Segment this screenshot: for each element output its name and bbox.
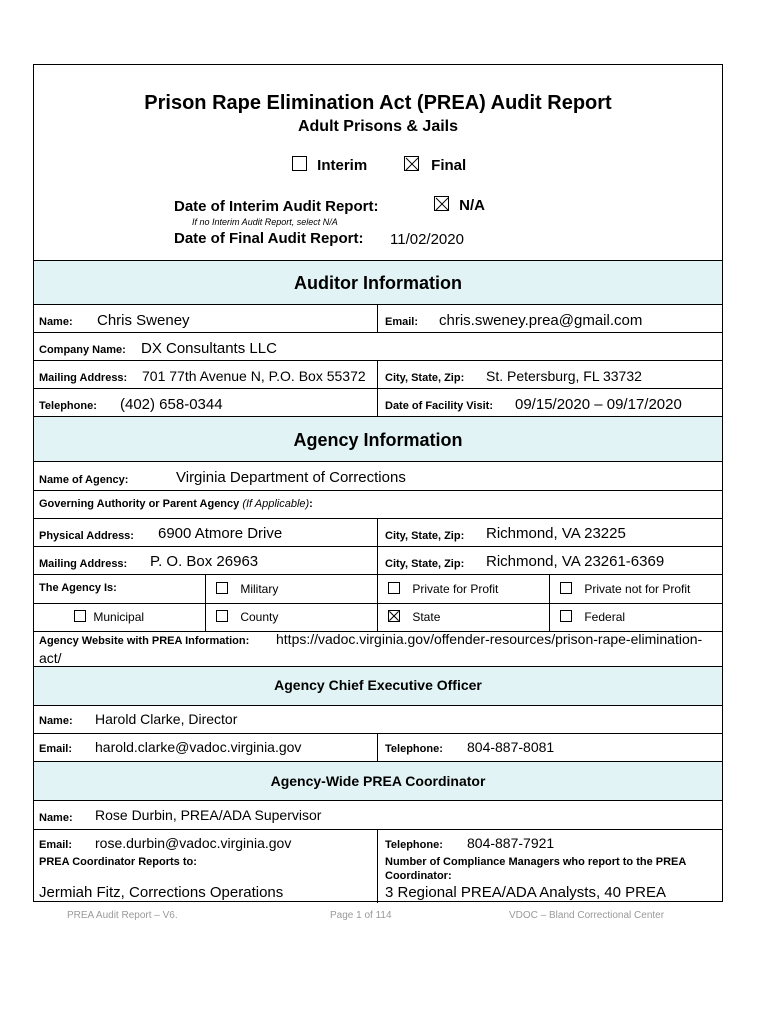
final-option[interactable] <box>404 156 466 174</box>
private-nonprofit-label: Private not for Profit <box>584 582 691 596</box>
physical-csz-label: City, State, Zip: <box>385 530 465 542</box>
ceo-phone-label: Telephone: <box>385 743 443 755</box>
private-profit-label: Private for Profit <box>412 582 499 596</box>
agency-type-federal[interactable] <box>560 610 625 624</box>
report-title: Prison Rape Elimination Act (PREA) Audit Report <box>144 92 612 114</box>
coordinator-email-label: Email: <box>39 839 73 851</box>
physical-address: 6900 Atmore Drive <box>158 525 283 542</box>
final-date-label: Date of Final Audit Report: <box>174 230 364 247</box>
agency-mailing: P. O. Box 26963 <box>150 553 259 570</box>
final-label: Final <box>431 157 467 174</box>
final-checkbox[interactable] <box>404 156 419 171</box>
coordinator-name: Rose Durbin, PREA/ADA Supervisor <box>95 807 322 823</box>
coordinator-phone: 804-887-7921 <box>467 835 555 851</box>
agency-type-military[interactable] <box>216 582 278 596</box>
compliance-managers: 3 Regional PREA/ADA Analysts, 40 PREA <box>385 884 666 901</box>
agency-name-label: Name of Agency: <box>39 474 129 486</box>
footer-report-version: PREA Audit Report – V6. <box>67 910 178 921</box>
governing-colon: : <box>309 498 313 510</box>
visit-date: 09/15/2020 – 09/17/2020 <box>515 396 682 413</box>
report-subtitle: Adult Prisons & Jails <box>297 118 459 135</box>
auditor-phone: (402) 658-0344 <box>120 396 223 413</box>
final-date-value: 11/02/2020 <box>390 231 464 248</box>
governing-label: Governing Authority or Parent Agency <box>39 498 243 510</box>
agency-type-label: The Agency Is: <box>39 582 117 594</box>
website-url-continued[interactable]: act/ <box>39 650 62 666</box>
agency-type-county[interactable] <box>216 610 278 624</box>
auditor-phone-label: Telephone: <box>39 400 97 412</box>
agency-mailing-csz-label: City, State, Zip: <box>385 558 465 570</box>
private-profit-checkbox[interactable] <box>388 582 400 594</box>
municipal-checkbox[interactable] <box>74 610 86 622</box>
ceo-email[interactable]: harold.clarke@vadoc.virginia.gov <box>95 739 302 755</box>
county-label: County <box>240 610 279 624</box>
audit-report-form <box>33 64 723 902</box>
compliance-managers-label-continued: Coordinator: <box>385 870 452 882</box>
agency-name: Virginia Department of Corrections <box>176 469 406 486</box>
interim-checkbox[interactable] <box>292 156 307 171</box>
ceo-email-label: Email: <box>39 743 73 755</box>
na-checkbox[interactable] <box>434 196 449 211</box>
interim-date-label: Date of Interim Audit Report: <box>174 198 379 215</box>
coordinator-email[interactable]: rose.durbin@vadoc.virginia.gov <box>95 835 292 851</box>
na-label: N/A <box>459 197 486 214</box>
coordinator-phone-label: Telephone: <box>385 839 443 851</box>
ceo-phone: 804-887-8081 <box>467 739 555 755</box>
interim-option[interactable] <box>292 156 367 174</box>
municipal-label: Municipal <box>93 610 145 624</box>
website-url[interactable]: https://vadoc.virginia.gov/offender-resources/prison-rape-elimination- <box>276 631 703 647</box>
auditor-csz-label: City, State, Zip: <box>385 372 465 384</box>
interim-label: Interim <box>317 157 368 174</box>
auditor-section-title: Auditor Information <box>294 273 462 293</box>
auditor-csz: St. Petersburg, FL 33732 <box>486 368 642 384</box>
private-nonprofit-checkbox[interactable] <box>560 582 572 594</box>
na-option[interactable] <box>434 196 485 214</box>
state-label: State <box>412 610 441 624</box>
agency-mailing-csz: Richmond, VA 23261-6369 <box>486 553 665 570</box>
military-checkbox[interactable] <box>216 582 228 594</box>
ceo-name: Harold Clarke, Director <box>95 711 238 727</box>
interim-note: If no Interim Audit Report, select N/A <box>192 217 338 227</box>
governing-authority <box>39 498 313 510</box>
county-checkbox[interactable] <box>216 610 228 622</box>
auditor-name: Chris Sweney <box>97 312 190 329</box>
agency-type-private-profit[interactable] <box>388 582 498 596</box>
reports-to-label: PREA Coordinator Reports to: <box>39 856 197 868</box>
auditor-name-label: Name: <box>39 316 73 328</box>
auditor-email: chris.sweney.prea@gmail.com <box>439 312 643 329</box>
ceo-name-label: Name: <box>39 715 73 727</box>
coordinator-name-label: Name: <box>39 812 73 824</box>
governing-note: (If Applicable) <box>242 498 310 510</box>
military-label: Military <box>240 582 279 596</box>
agency-type-state[interactable] <box>388 610 440 624</box>
footer-facility: VDOC – Bland Correctional Center <box>509 910 665 921</box>
reports-to: Jermiah Fitz, Corrections Operations <box>39 884 284 901</box>
federal-label: Federal <box>584 610 626 624</box>
physical-csz: Richmond, VA 23225 <box>486 525 626 542</box>
ceo-section-title: Agency Chief Executive Officer <box>274 677 482 693</box>
auditor-mailing-label: Mailing Address: <box>39 372 128 384</box>
auditor-mailing: 701 77th Avenue N, P.O. Box 55372 <box>142 368 366 384</box>
website-label: Agency Website with PREA Information: <box>39 635 250 647</box>
visit-date-label: Date of Facility Visit: <box>385 400 493 412</box>
federal-checkbox[interactable] <box>560 610 572 622</box>
compliance-managers-label: Number of Compliance Managers who report to the PREA <box>385 856 687 868</box>
company-name: DX Consultants LLC <box>141 340 277 357</box>
company-label: Company Name: <box>39 344 126 356</box>
agency-section-title: Agency Information <box>293 430 463 450</box>
coordinator-section-title: Agency-Wide PREA Coordinator <box>270 773 486 789</box>
state-checkbox[interactable] <box>388 610 400 622</box>
agency-type-municipal[interactable] <box>74 610 144 624</box>
agency-mailing-label: Mailing Address: <box>39 558 128 570</box>
auditor-email-label: Email: <box>385 316 419 328</box>
footer-page-number: Page 1 of 114 <box>330 910 392 921</box>
physical-address-label: Physical Address: <box>39 530 134 542</box>
agency-type-private-nonprofit[interactable] <box>560 582 690 596</box>
